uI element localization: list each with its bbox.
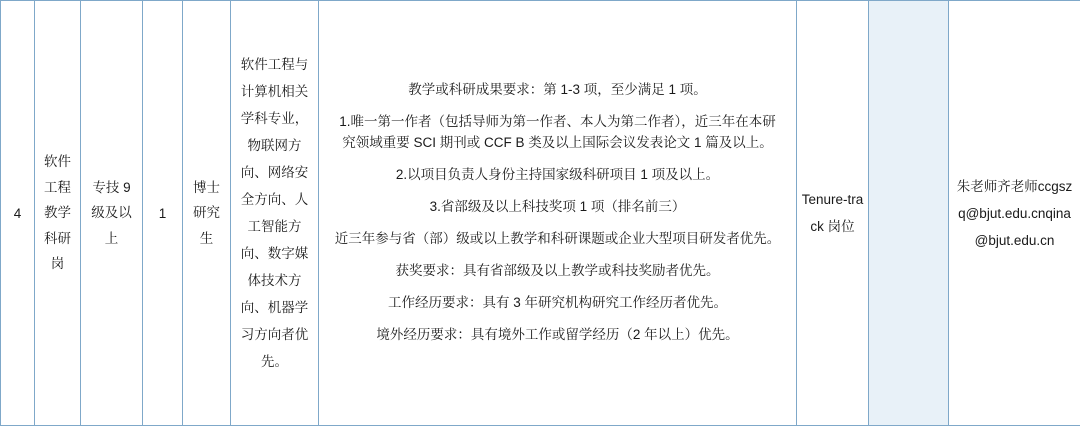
table-row bbox=[1, 1, 1080, 426]
cell-job-type: Tenure-track 岗位 bbox=[797, 1, 869, 426]
requirements-list bbox=[323, 76, 792, 349]
requirement-item: 工作经历要求：具有 3 年研究机构研究工作经历者优先。 bbox=[387, 294, 727, 310]
cell-headcount: 1 bbox=[143, 1, 183, 426]
cell-major-requirement: 软件工程与计算机相关学科专业，物联网方向、网络安全方向、人工智能方向、数字媒体技术方向、机器学习方向者优先。 bbox=[231, 1, 319, 426]
cell-row-number: 4 bbox=[1, 1, 35, 426]
cell-contact-info: 朱老师齐老师ccgszq@bjut.edu.cnqina@bjut.edu.cn bbox=[949, 1, 1080, 426]
requirement-item: 教学或科研成果要求：第 1-3 项，至少满足 1 项。 bbox=[408, 82, 707, 98]
requirement-item: 3.省部级及以上科技奖项 1 项（排名前三） bbox=[429, 199, 686, 215]
requirement-item: 2.以项目负责人身份主持国家级科研项目 1 项及以上。 bbox=[395, 167, 720, 183]
cell-highlight-blank bbox=[869, 1, 949, 426]
requirement-item: 近三年参与省（部）级或以上教学和科研课题或企业大型项目研发者优先。 bbox=[334, 230, 781, 246]
requirement-item: 获奖要求：具有省部级及以上教学或科技奖励者优先。 bbox=[395, 262, 720, 278]
cell-requirements bbox=[319, 1, 797, 426]
cell-professional-level: 专技 9 级及以上 bbox=[81, 1, 143, 426]
cell-department: 软件工程教学科研岗 bbox=[35, 1, 81, 426]
requirement-item: 境外经历要求：具有境外工作或留学经历（2 年以上）优先。 bbox=[376, 326, 739, 342]
requirement-item: 1.唯一第一作者（包括导师为第一作者、本人为第二作者），近三年在本研究领域重要 SCI 期刊或 CCF B 类及以上国际会议发表论文 1 篇及以上。 bbox=[339, 114, 776, 151]
cell-degree-requirement: 博士研究生 bbox=[183, 1, 231, 426]
